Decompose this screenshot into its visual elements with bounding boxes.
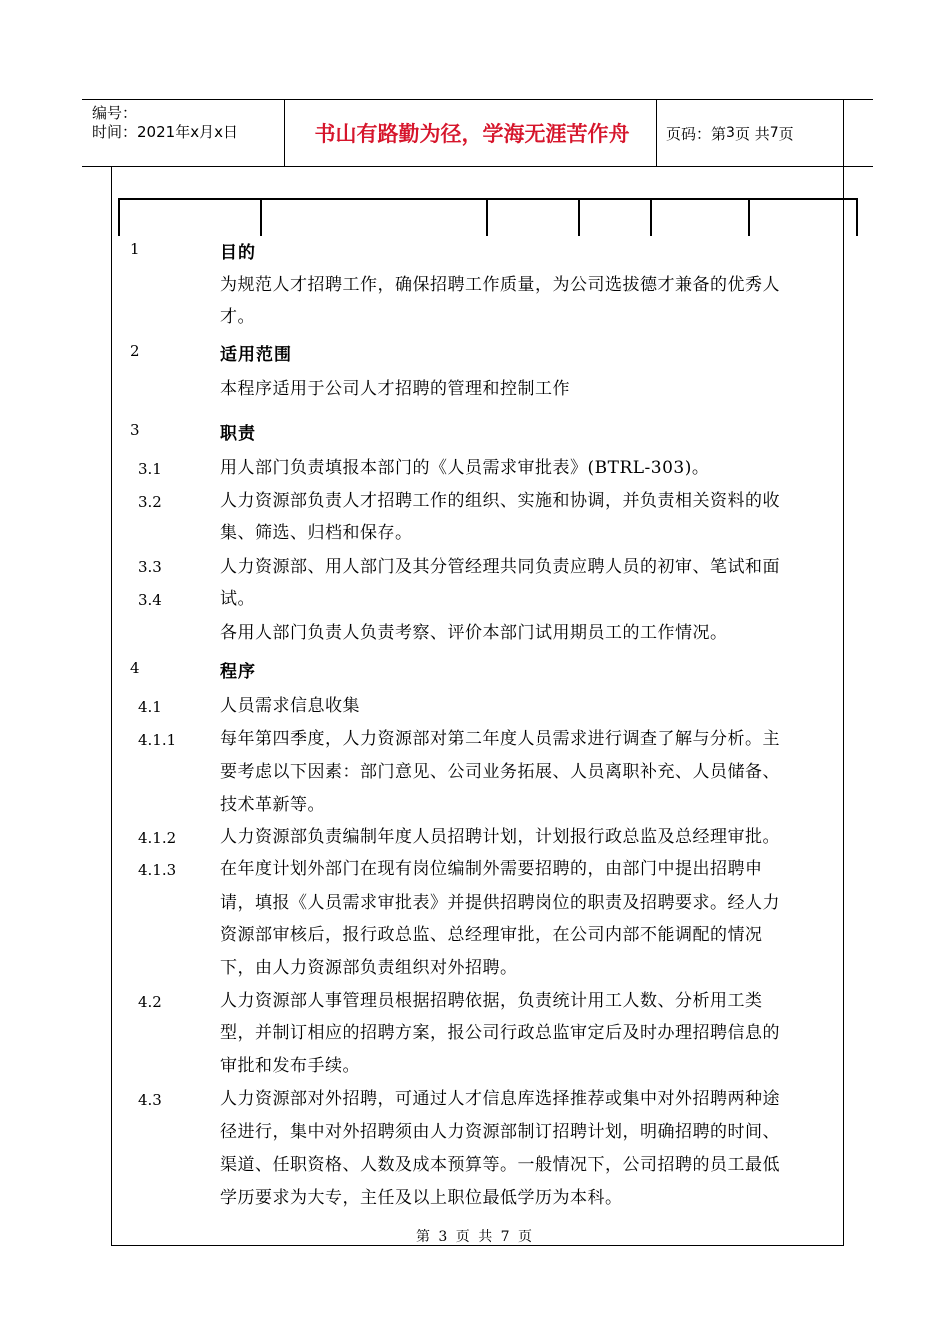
- c33-line-1: 人力资源部、用人部门及其分管经理共同负责应聘人员的初审、笔试和面: [220, 557, 780, 577]
- section-4-title: 程序: [220, 662, 256, 682]
- c32-line-2: 集、筛选、归档和保存。: [220, 523, 413, 543]
- p411-line-3: 技术革新等。: [220, 795, 325, 815]
- clause-4-2-number: 4.2: [138, 993, 162, 1011]
- document-meta: [92, 104, 282, 142]
- c34-line: 各用人部门负责人负责考察、评价本部门试用期员工的工作情况。: [220, 623, 728, 643]
- c33-line-2: 试。: [220, 589, 255, 609]
- clause-4-1-1-number: 4.1.1: [138, 731, 177, 749]
- table-col-line-6: [748, 198, 750, 236]
- section-3-number: 3: [130, 421, 140, 439]
- clause-4-1-2-number: 4.1.2: [138, 829, 177, 847]
- p43-line-2: 径进行，集中对外招聘须由人力资源部制订招聘计划，明确招聘的时间、: [220, 1122, 780, 1142]
- clause-3-1-number: 3.1: [138, 460, 162, 478]
- page-indicator: [666, 100, 794, 166]
- p42-line-2: 型，并制订相应的招聘方案，报公司行政总监审定后及时办理招聘信息的: [220, 1023, 780, 1043]
- p43-line-1: 人力资源部对外招聘，可通过人才信息库选择推荐或集中对外招聘两种途: [220, 1089, 780, 1109]
- p412-line: 人力资源部负责编制年度人员招聘计划，计划报行政总监及总经理审批。: [220, 827, 780, 847]
- p42-line-1: 人力资源部人事管理员根据招聘依据，负责统计用工人数、分析用工类: [220, 991, 763, 1011]
- p411-line-1: 每年第四季度，人力资源部对第二年度人员需求进行调查了解与分析。主: [220, 729, 780, 749]
- p413-line-3: 资源部审核后，报行政总监、总经理审批，在公司内部不能调配的情况: [220, 925, 763, 945]
- clause-4-1-number: 4.1: [138, 698, 162, 716]
- time-value: 2021年x月x日: [137, 123, 238, 141]
- page-current: 3: [726, 125, 735, 141]
- s2-line-1: 本程序适用于公司人才招聘的管理和控制工作: [220, 379, 570, 399]
- page-label: 页码：第: [666, 124, 727, 143]
- table-top-rule: [118, 198, 858, 200]
- code-label: 编号：: [92, 104, 138, 122]
- table-col-line-2: [260, 198, 262, 236]
- header-bottom-rule: [82, 166, 873, 167]
- p41-line: 人员需求信息收集: [220, 696, 360, 716]
- p42-line-3: 审批和发布手续。: [220, 1056, 360, 1076]
- header-divider-3: [843, 99, 844, 167]
- page-total: 7: [769, 125, 779, 141]
- clause-3-3-number: 3.3: [138, 558, 162, 576]
- footer-total: 7: [500, 1229, 512, 1245]
- time-line: [92, 123, 282, 142]
- header-divider-1: [284, 99, 285, 167]
- footer-suffix: 页: [518, 1229, 535, 1245]
- section-4-number: 4: [130, 659, 140, 677]
- page-mid: 页 共: [734, 124, 770, 143]
- p43-line-4: 学历要求为大专，主任及以上职位最低学历为本科。: [220, 1188, 623, 1208]
- page-end: 页: [778, 124, 794, 143]
- p43-line-3: 渠道、任职资格、人数及成本预算等。一般情况下，公司招聘的员工最低: [220, 1155, 780, 1175]
- clause-3-2-number: 3.2: [138, 493, 162, 511]
- table-col-line-7: [856, 198, 858, 236]
- s1-line-1: 为规范人才招聘工作，确保招聘工作质量，为公司选拔德才兼备的优秀人: [220, 275, 780, 295]
- clause-3-4-number: 3.4: [138, 591, 162, 609]
- footer-current: 3: [438, 1229, 450, 1245]
- s1-line-2: 才。: [220, 307, 255, 327]
- c32-line-1: 人力资源部负责人才招聘工作的组织、实施和协调，并负责相关资料的收: [220, 491, 780, 511]
- table-col-line-3: [486, 198, 488, 236]
- table-col-line-4: [578, 198, 580, 236]
- section-2-number: 2: [130, 342, 140, 360]
- table-col-line-1: [118, 198, 120, 236]
- p413-line-1: 在年度计划外部门在现有岗位编制外需要招聘的，由部门中提出招聘申: [220, 859, 763, 879]
- body-left-border: [111, 166, 112, 1246]
- section-1-number: 1: [130, 240, 140, 258]
- footer-prefix: 第: [415, 1229, 432, 1245]
- time-label: 时间：: [92, 123, 138, 141]
- p413-line-4: 下，由人力资源部负责组织对外招聘。: [220, 958, 518, 978]
- clause-4-3-number: 4.3: [138, 1091, 162, 1109]
- motto: 书山有路勤为径，学海无涯苦作舟: [314, 122, 630, 146]
- section-1-title: 目的: [220, 243, 256, 263]
- footer-mid: 页 共: [455, 1229, 495, 1245]
- page-footer: [0, 1226, 950, 1246]
- c31-line: 用人部门负责填报本部门的《人员需求审批表》(BTRL-303)。: [220, 458, 710, 478]
- section-2-title: 适用范围: [220, 345, 292, 365]
- section-3-title: 职责: [220, 424, 256, 444]
- p413-line-2: 请，填报《人员需求审批表》并提供招聘岗位的职责及招聘要求。经人力: [220, 893, 780, 913]
- table-col-line-5: [650, 198, 652, 236]
- clause-4-1-3-number: 4.1.3: [138, 861, 177, 879]
- p411-line-2: 要考虑以下因素：部门意见、公司业务拓展、人员离职补充、人员储备、: [220, 762, 780, 782]
